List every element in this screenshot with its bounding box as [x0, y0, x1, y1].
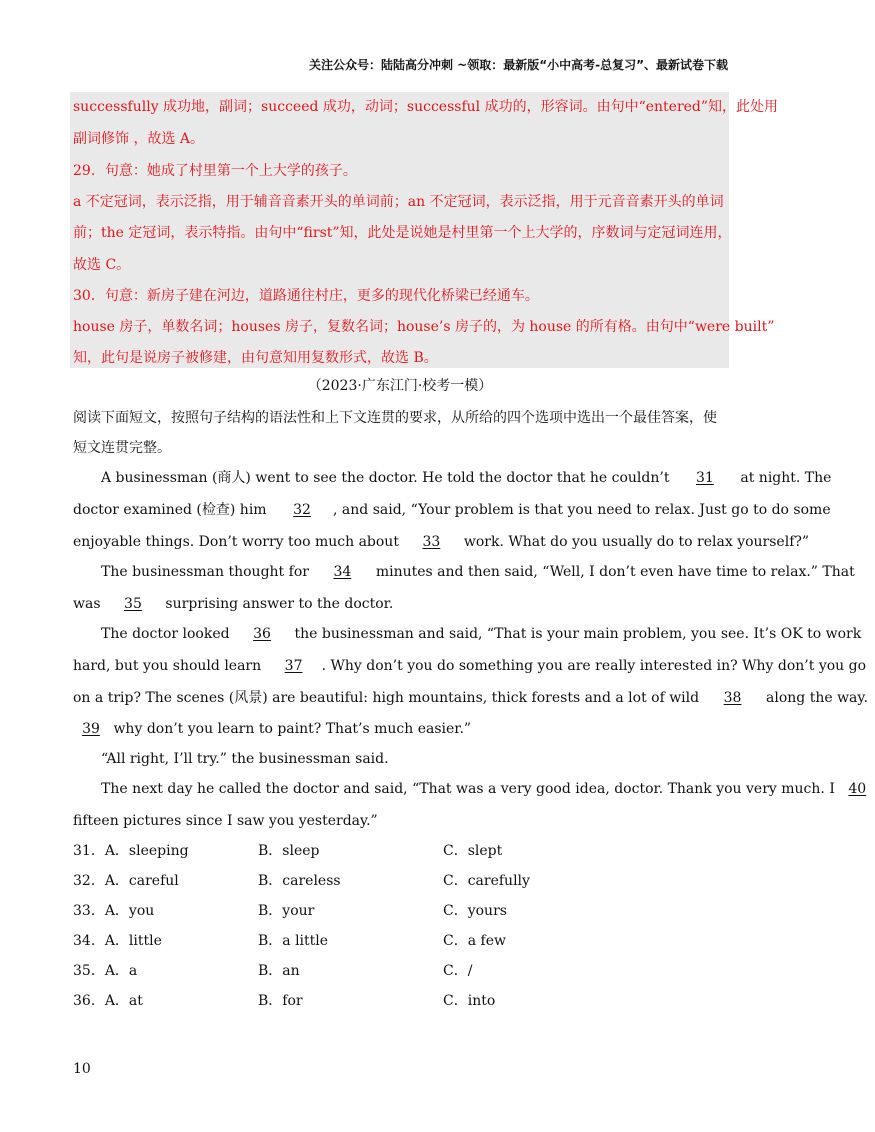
option-c: C．carefully — [443, 873, 530, 889]
option-b: B．sleep — [258, 843, 320, 859]
blank-35: 35 — [124, 596, 142, 612]
option-c: C．a few — [443, 933, 506, 949]
blank-38: 38 — [723, 690, 742, 706]
blank-37: 37 — [284, 658, 303, 674]
option-a: 31．A．sleeping — [73, 843, 189, 859]
page-header: 关注公众号：陆陆高分冲刺 ~领取：最新版“小中高考-总复习”、最新试卷下载 — [309, 58, 728, 72]
passage-line: A businessman (商人) went to see the doctor. He told the doctor that he couldn’t 31 at night. The — [101, 470, 832, 486]
option-b: B．a little — [258, 933, 329, 949]
passage-line: The doctor looked 36 the businessman and said, “That is your main problem, you see. It’s OK to work — [101, 626, 862, 642]
option-a: 32．A．careful — [73, 873, 179, 889]
blank-39: 39 — [82, 721, 100, 737]
blank-33: 33 — [422, 534, 441, 550]
passage-line: on a trip? The scenes (风景) are beautiful: high mountains, thick forests and a lot of wild 38 along the way. — [73, 690, 868, 706]
option-c: C．/ — [443, 963, 473, 979]
blank-36: 36 — [253, 626, 271, 642]
answer-q29-title: 29．句意：她成了村里第一个上大学的孩子。 — [73, 163, 357, 179]
passage-line: The next day he called the doctor and said, “That was a very good idea, doctor. Thank you very much. I 40 — [101, 780, 875, 798]
option-a: 34．A．little — [73, 933, 162, 949]
answer-q30-title: 30．句意：新房子建在河边，道路通往村庄，更多的现代化桥梁已经通车。 — [73, 288, 539, 304]
instructions-line2: 短文连贯完整。 — [73, 440, 171, 456]
answer-q30-line1: house 房子，单数名词；houses 房子，复数名词；house’s 房子的，为 house 的所有格。由句中“were built” — [73, 319, 775, 335]
answer-q28-line1: successfully 成功地，副词；succeed 成功，动词；successful 成功的，形容词。由句中“entered”知，此处用 — [73, 99, 779, 115]
instructions-line1: 阅读下面短文，按照句子结构的语法性和上下文连贯的要求，从所给的四个选项中选出一个最佳答案，使 — [73, 410, 717, 426]
page-number: 10 — [73, 1061, 91, 1077]
blank-34: 34 — [333, 564, 352, 580]
option-c: C．into — [443, 993, 496, 1009]
blank-32: 32 — [293, 502, 311, 518]
blank-40: 40 — [848, 781, 867, 797]
answer-q30-line2: 知，此句是说房子被修建，由句意知用复数形式，故选 B。 — [73, 350, 438, 366]
exam-source: （2023·广东江门·校考一模） — [307, 378, 493, 394]
option-c: C．slept — [443, 843, 503, 859]
passage-line: 39 why don’t you learn to paint? That’s much easier.” — [73, 720, 471, 738]
option-a: 35．A．a — [73, 963, 138, 979]
option-b: B．careless — [258, 873, 341, 889]
option-a: 36．A．at — [73, 993, 143, 1009]
passage-line: hard, but you should learn 37 . Why don’t you do something you are really interested in? Why don’t you go — [73, 658, 867, 674]
passage-line: enjoyable things. Don’t worry too much about 33 work. What do you usually do to relax yourself?” — [73, 534, 810, 550]
option-c: C．yours — [443, 903, 507, 919]
passage-line: “All right, I’ll try.” the businessman said. — [101, 751, 389, 767]
passage-line: was 35 surprising answer to the doctor. — [73, 596, 394, 612]
option-a: 33．A．you — [73, 903, 155, 919]
answer-q29-line2: 前；the 定冠词，表示特指。由句中“first”知，此处是说她是村里第一个上大学的，序数词与定冠词连用， — [73, 225, 732, 241]
answer-q29-line3: 故选 C。 — [73, 257, 131, 273]
passage-line: The businessman thought for 34 minutes and then said, “Well, I don’t even have time to relax.” That — [101, 564, 855, 580]
answer-q28-line2: 副词修饰 ，故选 A。 — [73, 131, 205, 147]
passage-line: doctor examined (检查) him 32 , and said, “Your problem is that you need to relax. Just go to do some — [73, 502, 831, 518]
answer-q29-line1: a 不定冠词，表示泛指，用于辅音音素开头的单词前；an 不定冠词，表示泛指，用于元音音素开头的单词 — [73, 194, 724, 210]
option-b: B．an — [258, 963, 300, 979]
option-b: B．your — [258, 903, 315, 919]
passage-line: fifteen pictures since I saw you yesterday.” — [73, 813, 378, 829]
blank-31: 31 — [696, 470, 714, 486]
option-b: B．for — [258, 993, 303, 1009]
